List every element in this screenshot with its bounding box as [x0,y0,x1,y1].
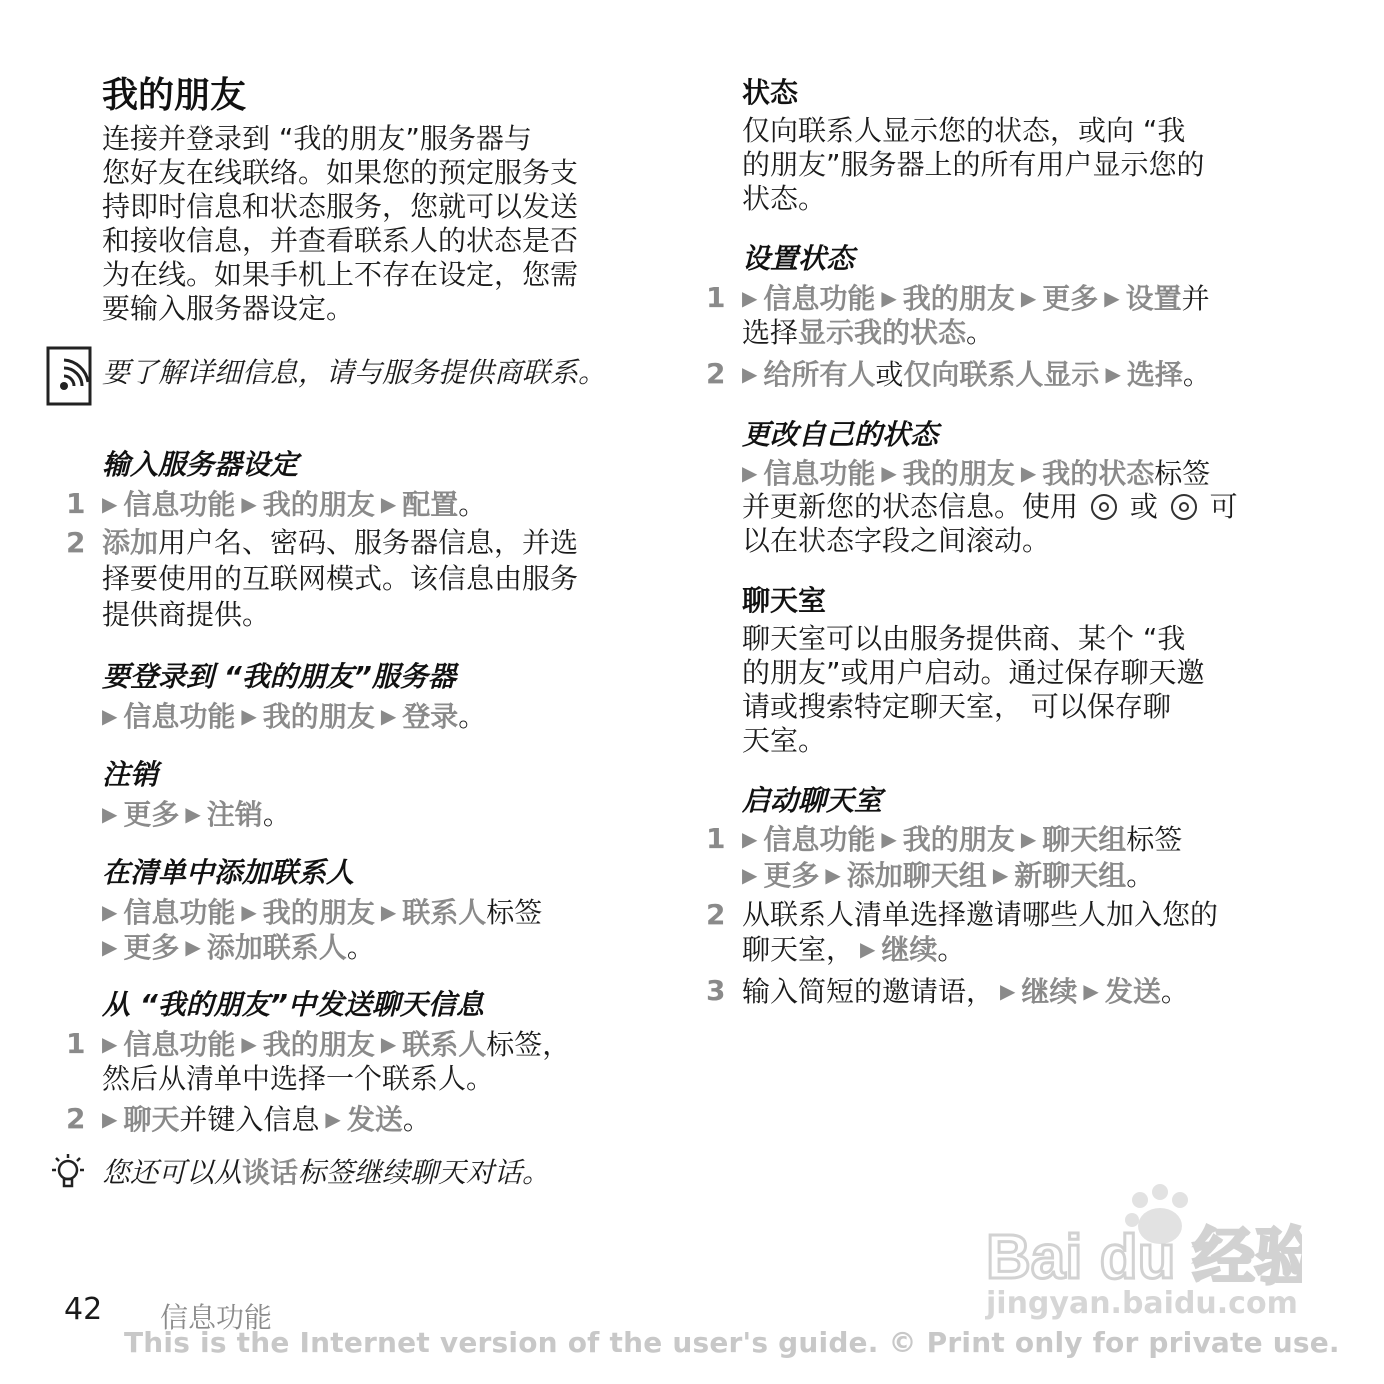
step-text: 并 [1181,282,1210,315]
menu-path: 给所有人 [763,358,876,391]
section-title: 输入服务器设定 [102,448,299,481]
step-row [66,1027,571,1062]
step-number: 2 [706,357,726,390]
menu-path: 更多 [763,859,820,892]
menu-path: 聊天 [123,1103,180,1136]
arrow-icon: ▶ [102,1032,118,1056]
step-number: 2 [66,1102,86,1135]
footer-section: 信息功能 [160,1301,273,1334]
arrow-icon: ▶ [102,900,118,924]
punct: 。 [262,798,291,831]
menu-path: 联系人 [402,1028,487,1061]
menu-path: 显示我的状态 [798,316,967,349]
section-title: 设置状态 [742,242,855,275]
step-number: 2 [706,898,726,931]
step-row [706,898,1219,932]
menu-path: 信息功能 [123,896,236,929]
note-operator: 要了解详细信息，请与服务提供商联系。 [102,356,607,389]
watermark-url: jingyan.baidu.com [986,1286,1298,1321]
arrow-icon: ▶ [380,900,397,924]
menu-path: 信息功能 [763,282,876,315]
para-line: 请或搜索特定聊天室， 可以保存聊 [742,690,1171,723]
arrow-icon: ▶ [860,937,876,961]
step-row [706,974,1189,1009]
navigation-key-up-icon [1091,494,1117,520]
arrow-icon: ▶ [742,863,758,887]
arrow-icon: ▶ [1020,827,1037,851]
menu-path: 配置 [402,488,459,521]
arrow-icon: ▶ [1000,979,1016,1003]
step-text: 然后从清单中选择一个联系人。 [102,1062,495,1095]
menu-path: 联系人 [402,896,487,929]
step-text: 输入简短的邀请语， [742,975,995,1008]
arrow-icon: ▶ [742,827,758,851]
step-text: 以在状态字段之间滚动。 [742,524,1051,557]
section-title: 注销 [102,758,159,791]
step-text: 择要使用的互联网模式。该信息由服务 [102,562,579,595]
para-line: 聊天室可以由服务提供商、某个 “我 [742,622,1186,655]
punct: 。 [937,933,966,966]
menu-path: 更多 [123,931,180,964]
arrow-icon: ▶ [102,492,118,516]
punct: 。 [1182,358,1211,391]
punct: 。 [458,488,487,521]
arrow-icon: ▶ [1083,979,1099,1003]
intro-line: 您好友在线联络。如果您的预定服务支 [102,156,579,189]
step-text: 标签 [1154,457,1211,490]
menu-path: 注销 [206,798,263,831]
operator-info-icon [46,346,92,410]
arrow-icon: ▶ [1020,286,1037,310]
intro-line: 和接收信息，并查看联系人的状态是否 [102,224,579,257]
step-text: 标签， [486,1028,571,1061]
lightbulb-icon [46,1150,90,1198]
tip-text: 标签继续聊天对话。 [298,1156,551,1189]
menu-path: 我的朋友 [902,457,1015,490]
menu-path: 继续 [881,933,938,966]
arrow-icon: ▶ [1104,286,1120,310]
menu-path: 我的朋友 [262,1028,375,1061]
section-title: 聊天室 [742,584,827,617]
menu-path: 仅向联系人显示 [903,358,1100,391]
intro-line: 为在线。如果手机上不存在设定，您需 [102,258,579,291]
arrow-icon: ▶ [325,1107,341,1131]
step-text: 提供商提供。 [102,598,271,631]
menu-path: 信息功能 [763,823,876,856]
menu-path: 谈话 [242,1156,299,1189]
punct: 。 [346,931,375,964]
section-title: 状态 [742,76,799,109]
step-row [742,932,965,967]
section-title: 从 “我的朋友”中发送聊天信息 [102,988,484,1021]
step-text: 或 [1129,490,1158,523]
step-row [742,858,1154,893]
arrow-icon: ▶ [742,362,758,386]
arrow-icon: ▶ [241,492,257,516]
arrow-icon: ▶ [1020,461,1037,485]
arrow-icon: ▶ [825,863,841,887]
menu-path: 添加 [102,526,159,559]
menu-path: 继续 [1021,975,1078,1008]
arrow-icon: ▶ [881,286,897,310]
note-tip [102,1156,550,1190]
punct: 。 [402,1103,431,1136]
arrow-icon: ▶ [380,1032,397,1056]
step-row [706,281,1210,316]
punct: 。 [966,316,995,349]
step-text: 选择 [742,316,799,349]
step-text: 可 [1209,490,1238,523]
arrow-icon: ▶ [185,935,201,959]
step-number: 3 [706,974,726,1007]
punct: 。 [458,700,487,733]
arrow-icon: ▶ [742,461,758,485]
step-number: 1 [706,281,726,314]
step-row [66,1102,431,1137]
intro-line: 连接并登录到 “我的朋友”服务器与 [102,122,532,155]
step-row [102,699,486,734]
arrow-icon: ▶ [241,900,257,924]
menu-path: 我的朋友 [902,282,1015,315]
step-row [66,487,487,522]
arrow-icon: ▶ [102,1107,118,1131]
section-title: 启动聊天室 [742,784,883,817]
menu-path: 更多 [123,798,180,831]
step-row [742,316,994,350]
page-number: 42 [64,1292,103,1327]
menu-path: 新聊天组 [1014,859,1127,892]
navigation-key-down-icon [1171,494,1197,520]
menu-path: 选择 [1126,358,1183,391]
menu-path: 信息功能 [763,457,876,490]
para-line: 天室。 [742,724,827,757]
arrow-icon: ▶ [1105,362,1121,386]
step-text: 从联系人清单选择邀请哪些人加入您的 [742,898,1219,931]
step-text: 并键入信息 [179,1103,320,1136]
step-text: 或 [875,358,904,391]
arrow-icon: ▶ [102,802,118,826]
menu-path: 聊天组 [1042,823,1127,856]
step-row [102,797,291,832]
step-text: 标签 [486,896,543,929]
arrow-icon: ▶ [380,492,397,516]
punct: 。 [1126,859,1155,892]
menu-path: 登录 [402,700,459,733]
punct: 。 [1160,975,1189,1008]
step-number: 1 [66,487,86,520]
menu-path: 信息功能 [123,1028,236,1061]
para-line: 的朋友”服务器上的所有用户显示您的 [742,148,1205,181]
para-line: 仅向联系人显示您的状态，或向 “我 [742,114,1186,147]
step-row [706,357,1211,392]
arrow-icon: ▶ [185,802,201,826]
menu-path: 添加联系人 [206,931,347,964]
arrow-icon: ▶ [881,461,897,485]
menu-path: 我的朋友 [262,488,375,521]
menu-path: 我的朋友 [262,700,375,733]
section-title: 在清单中添加联系人 [102,856,355,889]
menu-path: 我的朋友 [262,896,375,929]
menu-path: 添加聊天组 [846,859,987,892]
step-row [102,895,542,930]
menu-path: 发送 [346,1103,403,1136]
step-row [742,490,1238,524]
step-text: 并更新您的状态信息。使用 [742,490,1079,523]
page-title: 我的朋友 [102,75,247,116]
menu-path: 设置 [1125,282,1182,315]
menu-path: 信息功能 [123,488,236,521]
intro-line: 持即时信息和状态服务，您就可以发送 [102,190,579,223]
menu-path: 我的朋友 [902,823,1015,856]
section-title: 要登录到 “我的朋友”服务器 [102,660,456,693]
step-number: 1 [66,1027,86,1060]
step-row [742,456,1210,491]
menu-path: 信息功能 [123,700,236,733]
baidu-watermark-logo [982,1180,1302,1294]
arrow-icon: ▶ [102,935,118,959]
tip-text: 您还可以从 [102,1156,243,1189]
arrow-icon: ▶ [742,286,758,310]
step-row [706,822,1183,857]
step-text: 用户名、密码、服务器信息，并选 [158,526,579,559]
arrow-icon: ▶ [102,704,118,728]
menu-path: 更多 [1042,282,1099,315]
intro-line: 要输入服务器设定。 [102,292,355,325]
section-title: 更改自己的状态 [742,418,939,451]
step-row [102,930,375,965]
step-text: 标签 [1126,823,1183,856]
footer-notice: This is the Internet version of the user's guide. © Print only for private use. [124,1326,1340,1359]
arrow-icon: ▶ [881,827,897,851]
step-number: 2 [66,526,86,559]
menu-path: 发送 [1104,975,1161,1008]
watermark-brand: Bai du 经验 [986,1223,1302,1290]
arrow-icon: ▶ [241,1032,257,1056]
arrow-icon: ▶ [241,704,257,728]
step-row [66,526,579,560]
step-text: 聊天室， [742,933,855,966]
para-line: 状态。 [742,182,827,215]
arrow-icon: ▶ [380,704,397,728]
arrow-icon: ▶ [992,863,1009,887]
menu-path: 我的状态 [1042,457,1155,490]
step-number: 1 [706,822,726,855]
para-line: 的朋友”或用户启动。通过保存聊天邀 [742,656,1205,689]
